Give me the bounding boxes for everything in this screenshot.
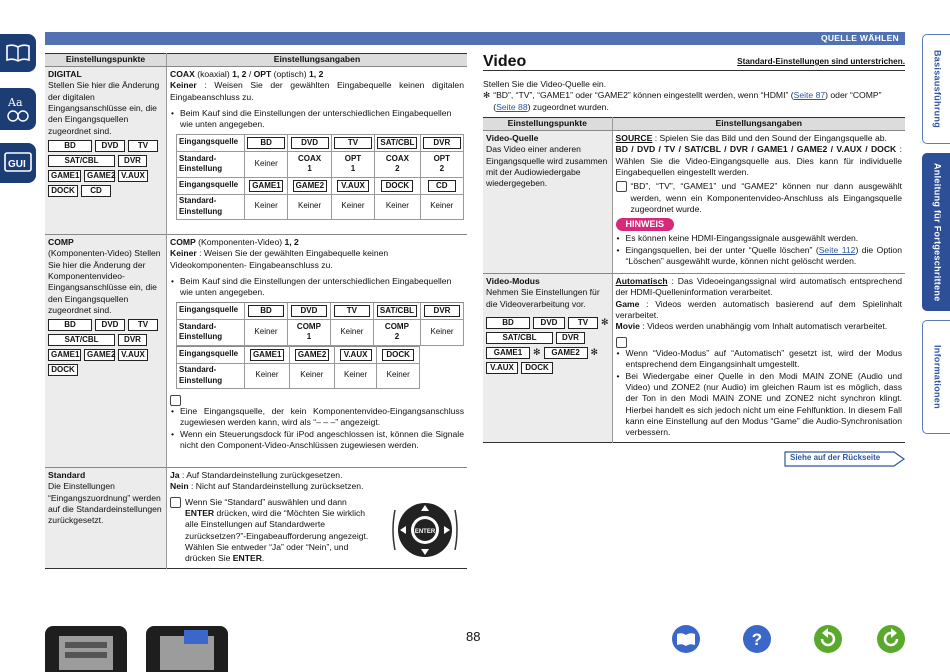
text: ) zugeordnet wurden. xyxy=(527,101,609,112)
source-label: DVR xyxy=(118,155,147,167)
bullet-text: Beim Kauf sind die Einstellungen der unterschiedlichen Eingabequellen wie unten angegeben. xyxy=(180,108,452,130)
text: ENTER xyxy=(185,508,215,519)
hinweis-text: Es können keine HDMI-Eingangssignale ausgewählt werden. xyxy=(625,233,859,244)
option-ja: Ja xyxy=(170,470,180,480)
source-label: SAT/CBL xyxy=(486,332,553,344)
page-number: 88 xyxy=(466,629,481,644)
note-text: Wenn “Video-Modus” auf “Automatisch” gesetzt ist, wird der Modus entsprechend dem Eingangsinhalt umgestellt. xyxy=(625,348,902,370)
page-link[interactable] xyxy=(794,90,826,100)
default-settings-table-2 xyxy=(176,346,420,389)
text: (koaxial) xyxy=(194,69,233,79)
source-label: DVD xyxy=(291,137,329,149)
cell: Eingangsquelle xyxy=(177,134,245,151)
svg-text:?: ? xyxy=(751,630,763,649)
text: : Auf Standardeinstellung zurückgesetzen. xyxy=(179,470,343,480)
bullet-text: Beim Kauf sind die Einstellungen der unterschiedlichen Eingabequellen wie unten angegeben. xyxy=(180,276,452,298)
siehe-rueckseite-link[interactable] xyxy=(784,451,906,467)
link-text: Seite 87 xyxy=(793,90,826,101)
column-header: Einstellungspunkte xyxy=(483,118,612,131)
source-label: SAT/CBL xyxy=(377,305,417,317)
text: ) oder “COMP” ( xyxy=(493,90,882,112)
text: drücken, wird die “Möchten Sie wirklich alle Einstellungen auf Standardwerte zurücksetzen?”-Eingabeaufforderung angezeigt. Wählen Sie entweder “Ja” oder “Nein”, und drücken Sie xyxy=(185,508,369,564)
source-label: SAT/CBL xyxy=(48,155,115,167)
tab-label: Anleitung für Fortgeschrittene xyxy=(932,162,943,302)
video-settings-table xyxy=(483,117,905,443)
cell: Keiner xyxy=(289,363,334,388)
source-label: CD xyxy=(428,180,456,192)
cell: OPT 2 xyxy=(420,151,463,177)
option-keiner: Keiner xyxy=(170,248,197,259)
enter-label: ENTER xyxy=(414,529,436,535)
tab-label: Informationen xyxy=(932,345,943,409)
source-label: BD xyxy=(48,140,92,152)
note-text: Wenn ein Steuerungsdock für iPod angeschlossen ist, können die Signale nicht den Component-Video-Anschlüssen zugewiesen werden. xyxy=(180,428,464,451)
tab-informationen[interactable] xyxy=(922,320,950,434)
table-row-video-quelle: Video-Quelle Das Video einer anderen Eingangsquelle wird zusammen mit der Audiowiedergabe wiedergegeben. SOURCE : Spielen Sie das Bild und den Sound der Eingangsquelle ab. BD / DVD / TV / SAT/CBL / DVR / GAME1 / GAME2 / V.AUX / DOCK : Wählen Sie die Video-Eingangsquelle aus. Dies kann für individuelle Eingabequellen eingestellt werden. “BD”, “TV”, “GAME1” und “GAME2” können nur dann ausgewählt werden, wenn ein Komponentenvideo-Anschluss als Eingangsquelle zugeordnet wurde. HINWEIS • Es können keine HDMI-Eingangssignale ausgewählt werden. • Eingangsquellen, bei der unter “Quelle löschen” (Seite 112) die Option “Löschen” ausgewählt wurde, können nicht gelöscht werden. xyxy=(483,131,905,274)
source-label: DVD xyxy=(291,305,327,317)
cell: Standard-Einstellung xyxy=(177,319,245,345)
cell: Keiner xyxy=(245,194,288,219)
source-label: DOCK xyxy=(521,362,553,374)
source-label: V.AUX xyxy=(340,349,372,361)
text: : Weisen Sie der gewählten Eingabequelle keinen Videokomponenten- Eingabeanschluss zu. xyxy=(170,248,389,270)
source-list: BD / DVD / TV / SAT/CBL / DVR / GAME1 / GAME2 / V.AUX / DOCK xyxy=(615,144,897,155)
source-label: SAT/CBL xyxy=(377,137,417,149)
source-label: BD xyxy=(247,137,285,149)
page-title: Video xyxy=(483,53,527,70)
standard-note: Standard-Einstellungen sind unterstrichen. xyxy=(737,57,905,66)
text: “BD”, “TV”, “GAME1” oder “GAME2” können eingestellt werden, wenn “HDMI” ( xyxy=(493,90,794,101)
video-heading-block xyxy=(483,53,905,71)
note-text: Eine Eingangsquelle, der kein Komponentenvideo-Eingangsanschluss zugewiesen werden kann, wird als “– – –” angezeigt. xyxy=(180,406,464,428)
source-label: DOCK xyxy=(382,349,414,361)
setting-desc: Das Video einer anderen Eingangsquelle wird zusammen mit der Audiowiedergabe wiedergegeben. xyxy=(486,144,608,189)
source-label: TV xyxy=(128,319,158,331)
source-label: V.AUX xyxy=(486,362,518,374)
link-text: Seite 88 xyxy=(496,101,528,112)
source-label: BD xyxy=(248,305,284,317)
note-icon xyxy=(616,181,627,192)
setting-title: COMP xyxy=(48,237,74,247)
source-label: GAME2 xyxy=(293,180,327,192)
cell: Keiner xyxy=(421,319,464,345)
text: : Videos werden unabhängig vom Inhalt automatisch verarbeitet. xyxy=(639,321,888,332)
source-label: GAME1 xyxy=(48,349,81,361)
source-label: BD xyxy=(48,319,92,331)
page-link[interactable] xyxy=(819,245,856,255)
option-game: Game xyxy=(615,298,640,309)
text: : Videos werden automatisch basierend auf dem Spielinhalt verarbeitet. xyxy=(615,298,902,321)
cell: Standard-Einstellung xyxy=(177,194,245,219)
source-label: CD xyxy=(81,185,111,197)
cell: Keiner xyxy=(245,363,290,388)
source-label: DVD xyxy=(533,317,565,329)
setting-title: Video-Modus xyxy=(486,276,540,286)
default-settings-table xyxy=(176,302,464,346)
cell: Keiner xyxy=(245,151,288,177)
source-label: SAT/CBL xyxy=(48,334,115,346)
tab-basisausfuehrung[interactable] xyxy=(922,34,950,144)
option-comp: COMP xyxy=(170,237,196,247)
text: 1, 2 xyxy=(232,69,247,79)
remote-enter-illustration xyxy=(389,500,461,563)
note-icon xyxy=(170,395,181,406)
cell: Keiner xyxy=(334,363,377,388)
option-nein: Nein xyxy=(170,481,189,492)
note-text: “BD”, “TV”, “GAME1” und “GAME2” können nur dann ausgewählt werden, wenn ein Komponentenvideo-Anschluss als Eingangsquelle zugeordnet wurde. xyxy=(630,181,902,215)
table-row-video-modus: Video-Modus Nehmen Sie Einstellungen für die Videoverarbeitung vor. BD DVD TV ✻ SAT/CBL DVR GAME1 ✻ GAME2 ✻ V.AUX DOCK Automatisch : Das Videoeingangssignal wird automatisch entsprechend der HDMI-Quelleninformation verarbeitet. Game : Videos werden automatisch basierend auf dem Spielinhalt verarbeitet. Movie : Videos werden unabhängig vom Inhalt automatisch verarbeitet. • Wenn “Video-Modus” auf “Automatisch” gesetzt ist, wird der Modus entsprechend dem Eingangsinhalt umgestellt. • Bei Wiedergabe einer Quelle in den Modi MAIN ZONE (Audio und Video) und ZONE2 (nur Audio) im gleichen Raum ist es möglich, dass der Ton in den Modi MAIN ZONE und ZONE2 nicht synchron klingt. Hierbei handelt es sich jedoch nicht um eine Fehlfunktion. In diesem Fall kann eine Einstellung auf den Modus “Game” die Audio-Synchronisation verbessern. xyxy=(483,274,905,443)
column-header: Einstellungspunkte xyxy=(45,54,167,67)
cell: Eingangsquelle xyxy=(177,177,245,194)
cell: Standard-Einstellung xyxy=(177,151,245,177)
book-icon[interactable] xyxy=(671,624,701,654)
source-label: DVR xyxy=(118,334,147,346)
text: 1, 2 xyxy=(309,69,324,79)
source-label: GAME2 xyxy=(84,170,115,182)
cell: Keiner xyxy=(420,194,463,219)
setting-desc: (Komponenten-Video) Stellen Sie hier die Änderung der Komponentenvideo-Eingangsanschlüsse ein, die den Eingangsquellen zugeordnet sind. xyxy=(48,248,161,316)
cell: Keiner xyxy=(288,194,331,219)
source-label: DVD xyxy=(95,319,125,331)
tab-anleitung[interactable] xyxy=(922,153,950,311)
font-size-icon[interactable] xyxy=(0,88,36,130)
source-label: DVD xyxy=(95,140,125,152)
option-coax: COAX xyxy=(170,69,195,79)
text: : Weisen Sie der gewählten Eingabequelle keinen digitalen Eingabeanschluss zu. xyxy=(170,80,464,102)
option-automatisch: Automatisch xyxy=(615,276,668,286)
section-title: QUELLE WÄHLEN xyxy=(820,33,899,43)
cell: COAX 1 xyxy=(288,151,331,177)
source-label: BD xyxy=(486,317,530,329)
cell: Keiner xyxy=(375,194,420,219)
text: 1, 2 xyxy=(284,237,299,247)
text: : Nicht auf Standardeinstellung zurücksetzen. xyxy=(188,481,364,492)
text: ) die Option “Löschen” ausgewählt wurde, können nicht gelöscht werden. xyxy=(625,244,902,267)
text: : Spielen Sie das Bild und den Sound der Eingangsquelle ab. xyxy=(652,133,887,143)
help-icon[interactable] xyxy=(742,624,772,654)
source-label: TV xyxy=(568,317,598,329)
source-label: GAME1 xyxy=(486,347,530,359)
default-settings-table xyxy=(176,134,464,220)
note-icon xyxy=(616,337,627,348)
source-label: DOCK xyxy=(48,185,78,197)
video-intro: Stellen Sie die Video-Quelle ein. ✻ “BD”, “TV”, “GAME1” oder “GAME2” können eingestellt werden, wenn “HDMI” (Seite 87) oder “COMP” (Seite 88) zugeordnet wurden. xyxy=(483,79,905,113)
text: . xyxy=(261,553,265,564)
source-label: GAME1 xyxy=(48,170,81,182)
column-header: Einstellungsangaben xyxy=(612,118,905,131)
table-row-standard xyxy=(45,468,467,569)
source-label: V.AUX xyxy=(118,349,148,361)
gui-label: GUI xyxy=(8,159,26,170)
intro-text: Stellen Sie die Video-Quelle ein. xyxy=(483,79,607,89)
source-label: GAME2 xyxy=(84,349,115,361)
source-label: GAME2 xyxy=(544,347,588,359)
cell: Eingangsquelle xyxy=(177,302,245,319)
source-label: DOCK xyxy=(381,180,413,192)
option-opt: OPT xyxy=(253,69,272,79)
text: / xyxy=(246,69,254,79)
table-row-digital: DIGITAL Stellen Sie hier die Änderung der digitalen Eingangsanschlüsse ein, die den Eingangsquellen zugeordnet sind. BD DVD TV SAT/CBL DVR GAME1 GAME2 V.AUX DOCK CD COAX (koaxial) 1, 2 / OPT (optisch) 1, 2 Keiner : Weisen Sie der gewählten Eingabequelle keinen digitalen Eingabeanschluss zu. • Beim Kauf sind die Einstellungen der unterschiedlichen Eingabequellen wie unten angegeben. Eingangsquelle BD DVD TV SAT/CBL DVR Standard-Einstellung Keiner COAX 1 OPT 1 COAX 2 OPT 2 Eingangsquelle GAME1 GAME2 V.AUX DOCK CD Standard-Einstellung Keiner Keiner Keiner Keiner Keiner xyxy=(45,67,467,235)
link-text: Siehe auf der Rückseite xyxy=(790,453,881,462)
setting-title: Standard xyxy=(48,470,86,480)
cell: COMP 2 xyxy=(373,319,420,345)
section-header-bar xyxy=(45,32,905,45)
source-label: DVR xyxy=(423,137,461,149)
setting-desc: Nehmen Sie Einstellungen für die Videoverarbeitung vor. xyxy=(486,287,600,309)
svg-text:Aa: Aa xyxy=(8,96,23,109)
hinweis-badge: HINWEIS xyxy=(616,218,675,231)
cell: Keiner xyxy=(331,194,374,219)
device-thumbnail-receiver[interactable] xyxy=(45,626,127,672)
book-icon[interactable] xyxy=(0,34,36,72)
cell: Eingangsquelle xyxy=(177,346,245,363)
cell: Keiner xyxy=(330,319,373,345)
text: ENTER xyxy=(232,553,262,564)
source-label: DOCK xyxy=(48,364,78,376)
text: (Komponenten-Video) xyxy=(195,237,285,247)
forward-icon[interactable] xyxy=(876,624,906,654)
text: : Das Videoeingangssignal wird automatisch entsprechend der HDMI-Quelleninformation verarbeitet. xyxy=(615,276,902,298)
cell: Keiner xyxy=(377,363,420,388)
cell: COMP 1 xyxy=(287,319,330,345)
source-label: DVR xyxy=(424,305,460,317)
setting-title: Video-Quelle xyxy=(486,133,539,143)
setting-desc: Die Einstellungen “Eingangszuordnung” werden auf die Standardeinstellungen zurückgesetzt. xyxy=(48,481,162,526)
tab-label: Basisausführung xyxy=(932,49,943,128)
table-row-comp: COMP (Komponenten-Video) Stellen Sie hier die Änderung der Komponentenvideo-Eingangsanschlüsse ein, die den Eingangsquellen zugeordnet sind. BD DVD TV SAT/CBL DVR GAME1 GAME2 V.AUX DOCK COMP (Komponenten-Video) 1, 2 Keiner : Weisen Sie der gewählten Eingabequelle keinen Videokomponenten- Eingabeanschluss zu. • Beim Kauf sind die Einstellungen der unterschiedlichen Eingabequellen wie unten angegeben. Eingangsquelle BD DVD TV SAT/CBL DVR Standard-Einstellung Keiner COMP 1 Keiner COMP 2 Keiner Eingangsquelle GAME1 GAME2 V.AUX DOCK Standard-Einstellung Keiner Keiner Keiner Keiner • Eine Eingangsquelle, der kein Komponentenvideo-Eingangsanschluss zugewiesen werden kann, wird als “– – –” angezeigt. • Wenn ein Steuerungsdock für iPod angeschlossen ist, können die Signale nicht den Component-Video-Anschlüssen zugewiesen werden. xyxy=(45,235,467,468)
source-label: TV xyxy=(128,140,158,152)
source-label: V.AUX xyxy=(337,180,369,192)
source-label: DVR xyxy=(556,332,585,344)
note-icon xyxy=(170,497,181,508)
link-text: Seite 112 xyxy=(818,244,856,255)
text: (optisch) xyxy=(271,69,310,79)
option-keiner: Keiner xyxy=(170,80,197,91)
cell: Standard-Einstellung xyxy=(177,363,245,388)
source-label: GAME2 xyxy=(295,349,329,361)
cell: OPT 1 xyxy=(331,151,374,177)
source-label: GAME1 xyxy=(249,180,283,192)
back-icon[interactable] xyxy=(813,624,843,654)
source-label: TV xyxy=(334,305,370,317)
gui-icon[interactable] xyxy=(0,143,36,183)
input-assignment-table xyxy=(45,53,467,569)
source-label: TV xyxy=(334,137,372,149)
text: Eingangsquellen, bei der unter “Quelle löschen” ( xyxy=(625,244,819,255)
note-text: Bei Wiedergabe einer Quelle in den Modi MAIN ZONE (Audio und Video) und ZONE2 (nur Audio) im gleichen Raum ist es möglich, dass der Ton in den Modi MAIN ZONE und ZONE2 nicht synchron klingt. Hierbei handelt es sich jedoch nicht um eine Fehlfunktion. In diesem Fall kann eine Einstellung auf den Modus “Game” die Audio-Synchronisation verbessern. xyxy=(625,370,902,438)
source-label: GAME1 xyxy=(250,349,284,361)
option-source: SOURCE xyxy=(615,133,653,143)
cell: COAX 2 xyxy=(375,151,420,177)
option-movie: Movie xyxy=(615,321,640,332)
page-link[interactable] xyxy=(496,102,528,112)
setting-title: DIGITAL xyxy=(48,69,82,79)
device-thumbnail-remote[interactable] xyxy=(146,626,228,672)
text: Wenn Sie “Standard” auswählen und dann xyxy=(185,496,347,507)
column-header: Einstellungsangaben xyxy=(167,54,468,67)
source-label: V.AUX xyxy=(118,170,148,182)
cell: Keiner xyxy=(245,319,288,345)
setting-desc: Stellen Sie hier die Änderung der digitalen Eingangsanschlüsse ein, die den Eingangsquellen zugeordnet sind. xyxy=(48,80,160,136)
text: : Wählen Sie die Video-Eingangsquelle aus. Dies kann für individuelle Eingabequellen eingestellt werden. xyxy=(615,144,903,178)
